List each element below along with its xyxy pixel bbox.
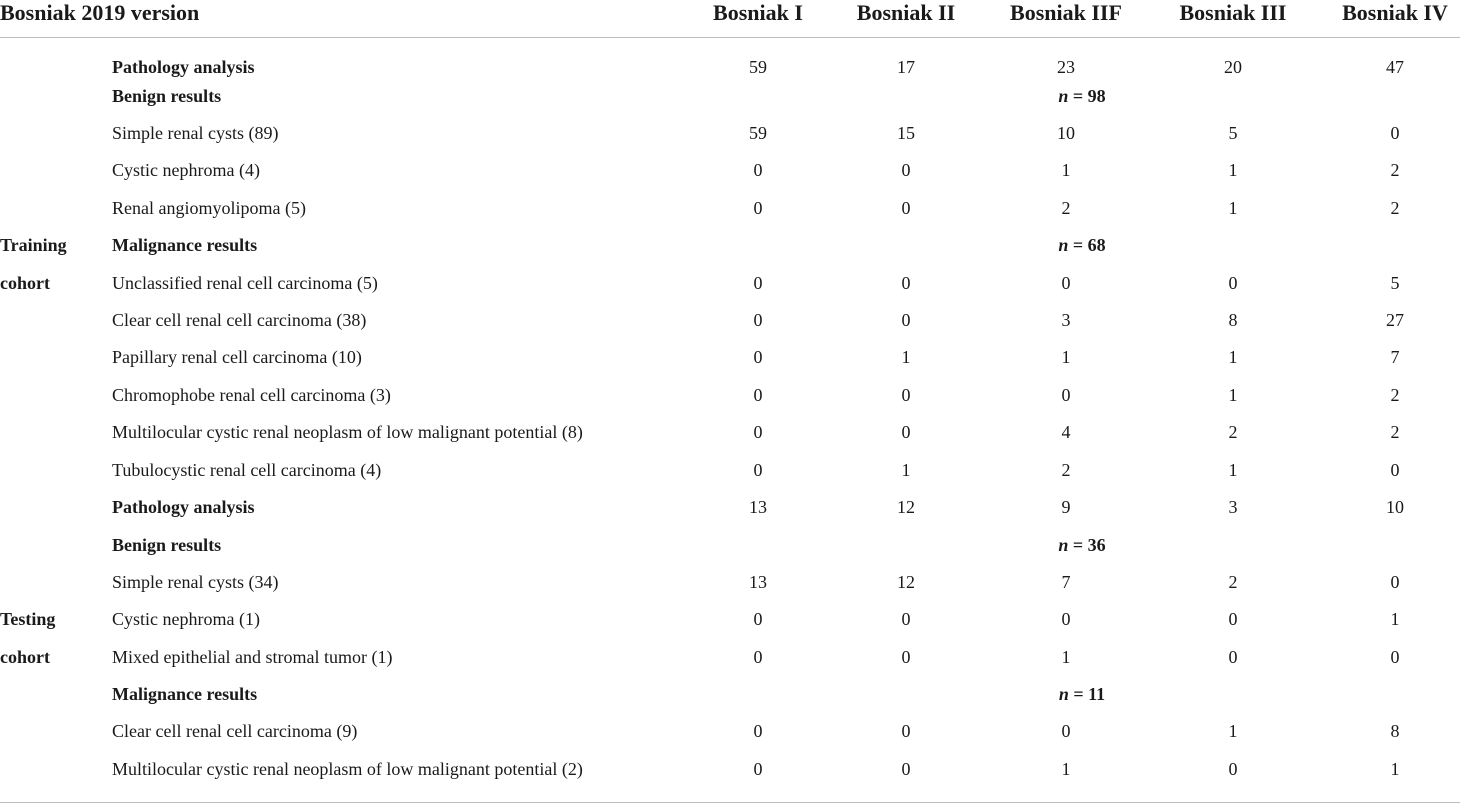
cell-value: 1 [1228, 460, 1238, 480]
row-label: Malignance results [112, 235, 258, 255]
row-label: Simple renal cysts (34) [112, 572, 279, 592]
cell-value: 9 [1061, 497, 1071, 517]
table-row [0, 682, 1460, 706]
cell-value: 0 [901, 609, 911, 629]
table-row [0, 570, 1460, 594]
cell-value: 5 [1228, 123, 1238, 143]
column-header-bosniak-iv: Bosniak IV [1342, 0, 1448, 25]
cell-value: 0 [1228, 647, 1238, 667]
cell-value: 8 [1390, 721, 1400, 741]
row-label: Malignance results [112, 684, 258, 704]
cell-value: 0 [901, 273, 911, 293]
sample-size-label [1059, 682, 1105, 706]
cell-value: 59 [749, 123, 767, 143]
cell-value: 59 [749, 57, 767, 77]
cell-value: 27 [1386, 310, 1404, 330]
cell-value: 10 [1057, 123, 1075, 143]
cell-value: 0 [753, 609, 763, 629]
column-header-bosniak-iii: Bosniak III [1179, 0, 1287, 25]
sample-size-variable: n [1058, 86, 1069, 106]
table-row [0, 420, 1460, 444]
table-row [0, 271, 1460, 295]
cell-value: 0 [753, 385, 763, 405]
table-row [0, 84, 1460, 108]
sample-size-variable: n [1058, 684, 1069, 704]
table-row [0, 495, 1460, 519]
cell-value: 2 [1390, 198, 1400, 218]
cell-value: 1 [1061, 347, 1071, 367]
cell-value: 17 [897, 57, 915, 77]
cell-value: 1 [1061, 759, 1071, 779]
table-row [0, 383, 1460, 407]
sample-size-label [1058, 533, 1105, 557]
cell-value: 12 [897, 572, 915, 592]
column-header-bosniak-iif: Bosniak IIF [1010, 0, 1122, 25]
cell-value: 1 [1228, 160, 1238, 180]
cell-value: 0 [1061, 385, 1071, 405]
cell-value: 20 [1224, 57, 1242, 77]
table-row [0, 233, 1460, 257]
row-label: Pathology analysis [112, 497, 255, 517]
row-label: Chromophobe renal cell carcinoma (3) [112, 385, 391, 405]
cell-value: 0 [753, 647, 763, 667]
sample-size-value: = 36 [1068, 535, 1106, 555]
cell-value: 0 [901, 310, 911, 330]
cell-value: 47 [1386, 57, 1404, 77]
table-row [0, 158, 1460, 182]
row-label: Benign results [112, 535, 222, 555]
row-label: Mixed epithelial and stromal tumor (1) [112, 647, 393, 667]
table-row [0, 607, 1460, 631]
cell-value: 2 [1390, 385, 1400, 405]
sample-size-variable: n [1058, 235, 1069, 255]
cell-value: 12 [897, 497, 915, 517]
group-label-training-2: cohort [0, 273, 50, 293]
header-divider [0, 37, 1460, 38]
table-row [0, 458, 1460, 482]
column-header-bosniak-ii: Bosniak II [856, 0, 956, 25]
cell-value: 1 [1061, 647, 1071, 667]
table-row [0, 533, 1460, 557]
sample-size-variable: n [1058, 535, 1069, 555]
row-label: Clear cell renal cell carcinoma (38) [112, 310, 367, 330]
table-row [0, 308, 1460, 332]
row-label: Pathology analysis [112, 57, 255, 77]
cell-value: 8 [1228, 310, 1238, 330]
cell-value: 2 [1390, 160, 1400, 180]
cell-value: 0 [901, 759, 911, 779]
sample-size-value: = 11 [1068, 684, 1106, 704]
table-row [0, 55, 1460, 79]
sample-size-label [1058, 84, 1105, 108]
cell-value: 0 [753, 422, 763, 442]
bottom-divider [0, 802, 1460, 803]
cell-value: 0 [1061, 721, 1071, 741]
cell-value: 0 [1061, 273, 1071, 293]
cell-value: 0 [753, 273, 763, 293]
cell-value: 1 [1228, 385, 1238, 405]
cell-value: 23 [1057, 57, 1075, 77]
cell-value: 3 [1061, 310, 1071, 330]
cell-value: 0 [753, 160, 763, 180]
table-row [0, 345, 1460, 369]
cell-value: 0 [1390, 460, 1400, 480]
row-label: Multilocular cystic renal neoplasm of low malignant potential (2) [112, 759, 583, 779]
cell-value: 0 [901, 422, 911, 442]
cell-value: 0 [901, 160, 911, 180]
cell-value: 0 [1228, 759, 1238, 779]
sample-size-value: = 98 [1068, 86, 1106, 106]
table-row [0, 645, 1460, 669]
cell-value: 7 [1061, 572, 1071, 592]
cell-value: 0 [901, 721, 911, 741]
cell-value: 2 [1228, 572, 1238, 592]
cell-value: 13 [749, 572, 767, 592]
cell-value: 5 [1390, 273, 1400, 293]
row-label: Tubulocystic renal cell carcinoma (4) [112, 460, 382, 480]
cell-value: 0 [753, 460, 763, 480]
cell-value: 0 [1390, 647, 1400, 667]
cell-value: 1 [901, 347, 911, 367]
cell-value: 0 [1228, 609, 1238, 629]
table-row [0, 121, 1460, 145]
cell-value: 0 [901, 385, 911, 405]
cell-value: 1 [1390, 759, 1400, 779]
cell-value: 2 [1390, 422, 1400, 442]
cell-value: 0 [753, 721, 763, 741]
group-label-testing-1: Testing [0, 609, 56, 629]
cell-value: 0 [753, 347, 763, 367]
cell-value: 13 [749, 497, 767, 517]
cell-value: 0 [1061, 609, 1071, 629]
cell-value: 1 [1228, 721, 1238, 741]
group-label-testing-2: cohort [0, 647, 50, 667]
sample-size-label [1058, 233, 1105, 257]
row-label: Multilocular cystic renal neoplasm of low malignant potential (8) [112, 422, 583, 442]
group-label-training-1: Training [0, 235, 67, 255]
cell-value: 7 [1390, 347, 1400, 367]
cell-value: 0 [753, 198, 763, 218]
table-row [0, 719, 1460, 743]
cell-value: 0 [901, 647, 911, 667]
row-label: Clear cell renal cell carcinoma (9) [112, 721, 358, 741]
row-label: Cystic nephroma (4) [112, 160, 260, 180]
cell-value: 1 [1228, 347, 1238, 367]
cell-value: 2 [1228, 422, 1238, 442]
cell-value: 0 [1390, 123, 1400, 143]
cell-value: 15 [897, 123, 915, 143]
table-title: Bosniak 2019 version [0, 0, 200, 25]
cell-value: 0 [753, 759, 763, 779]
cell-value: 4 [1061, 422, 1071, 442]
cell-value: 1 [1228, 198, 1238, 218]
cell-value: 0 [753, 310, 763, 330]
column-header-bosniak-i: Bosniak I [713, 0, 803, 25]
row-label: Renal angiomyolipoma (5) [112, 198, 306, 218]
cell-value: 0 [1228, 273, 1238, 293]
table-row [0, 757, 1460, 781]
cell-value: 1 [901, 460, 911, 480]
table-row [0, 196, 1460, 220]
row-label: Benign results [112, 86, 222, 106]
cell-value: 1 [1390, 609, 1400, 629]
row-label: Papillary renal cell carcinoma (10) [112, 347, 362, 367]
cell-value: 0 [1390, 572, 1400, 592]
cell-value: 1 [1061, 160, 1071, 180]
row-label: Simple renal cysts (89) [112, 123, 279, 143]
row-label: Unclassified renal cell carcinoma (5) [112, 273, 378, 293]
cell-value: 10 [1386, 497, 1404, 517]
cell-value: 0 [901, 198, 911, 218]
row-label: Cystic nephroma (1) [112, 609, 260, 629]
cell-value: 2 [1061, 460, 1071, 480]
cell-value: 3 [1228, 497, 1238, 517]
sample-size-value: = 68 [1068, 235, 1106, 255]
cell-value: 2 [1061, 198, 1071, 218]
